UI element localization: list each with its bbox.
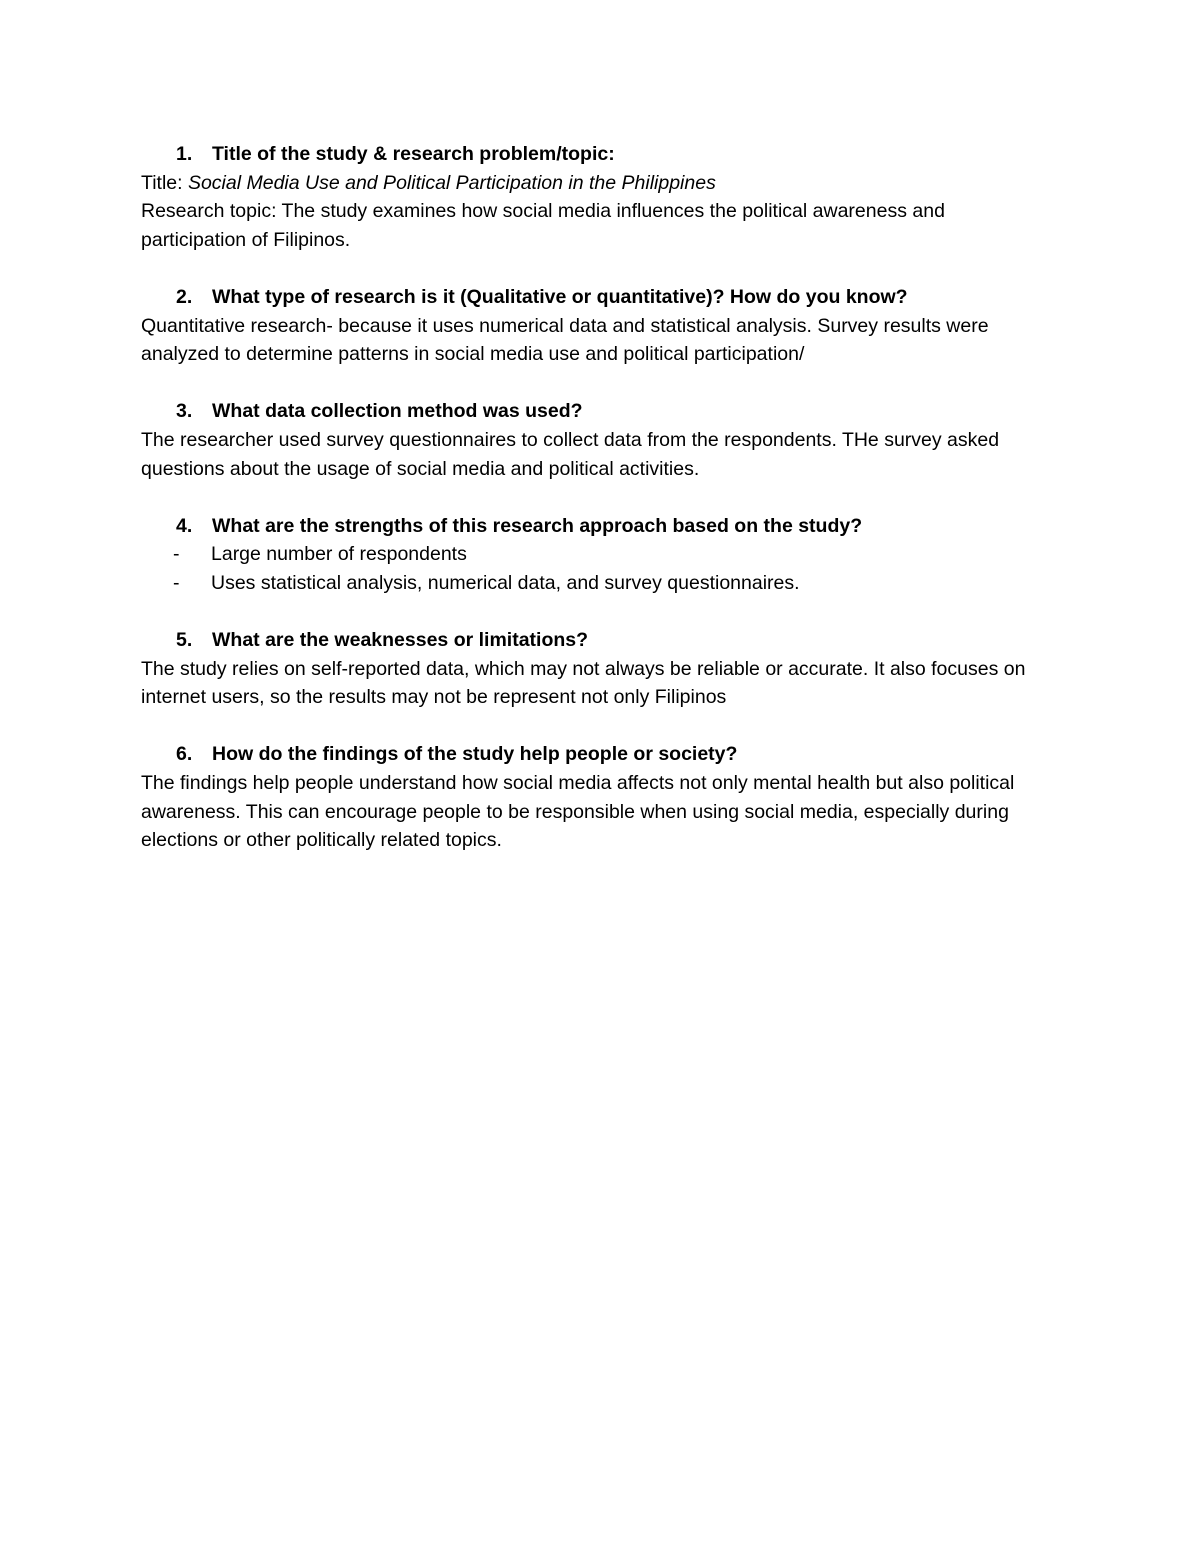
answer-text: Research topic: The study examines how social media influences the political awareness and participation of Filipinos. bbox=[141, 200, 945, 251]
question-number: 5. bbox=[176, 629, 193, 652]
section-3 bbox=[141, 397, 1041, 483]
section-5 bbox=[141, 626, 1041, 712]
answer-text: The study relies on self-reported data, which may not always be reliable or accurate. It also focuses on internet users, so the results may not be represent not only Filipinos bbox=[141, 657, 1026, 709]
question-heading bbox=[141, 740, 1041, 769]
list-item-text: Large number of respondents bbox=[211, 543, 467, 566]
question-number: 3. bbox=[176, 400, 193, 423]
question-text: What are the weaknesses or limitations? bbox=[212, 629, 589, 652]
list-item bbox=[173, 569, 1041, 598]
question-number: 2. bbox=[176, 285, 193, 308]
study-title-line bbox=[141, 169, 1041, 198]
answer-text: Quantitative research- because it uses numerical data and statistical analysis. Survey results were analyzed to determine patterns in social media use and political participation/ bbox=[141, 314, 989, 366]
dash-bullet: - bbox=[173, 543, 180, 566]
dash-bullet: - bbox=[173, 571, 180, 594]
section-4 bbox=[141, 512, 1041, 598]
question-text: What data collection method was used? bbox=[212, 400, 583, 423]
question-heading bbox=[141, 283, 1041, 312]
question-text: What are the strengths of this research approach based on the study? bbox=[212, 514, 863, 537]
section-2 bbox=[141, 283, 1041, 369]
section-1 bbox=[141, 140, 1041, 254]
question-heading bbox=[141, 626, 1041, 655]
question-heading bbox=[141, 512, 1041, 541]
question-heading bbox=[141, 397, 1041, 426]
list-item-text: Uses statistical analysis, numerical data, and survey questionnaires. bbox=[211, 571, 800, 594]
question-number: 1. bbox=[176, 143, 193, 165]
answer-text: The findings help people understand how social media affects not only mental health but also political awareness. This can encourage people to be responsible when using social media, especially during elections or other politically related topics. bbox=[141, 772, 1015, 852]
strengths-list bbox=[141, 540, 1041, 597]
question-text: How do the findings of the study help people or society? bbox=[212, 743, 738, 766]
question-text: What type of research is it (Qualitative or quantitative)? How do you know? bbox=[212, 285, 908, 308]
answer-text: The researcher used survey questionnaires to collect data from the respondents. THe survey asked questions about the usage of social media and political activities. bbox=[141, 428, 1000, 480]
section-6 bbox=[141, 740, 1041, 854]
question-number: 6. bbox=[176, 743, 193, 766]
list-item bbox=[173, 540, 1041, 569]
document-content bbox=[141, 140, 1041, 883]
study-title: Social Media Use and Political Participation in the Philippines bbox=[187, 171, 716, 194]
title-label: Title: bbox=[141, 171, 188, 194]
question-number: 4. bbox=[176, 514, 193, 537]
question-text: Title of the study & research problem/topic: bbox=[212, 143, 615, 165]
question-heading bbox=[141, 140, 1041, 169]
